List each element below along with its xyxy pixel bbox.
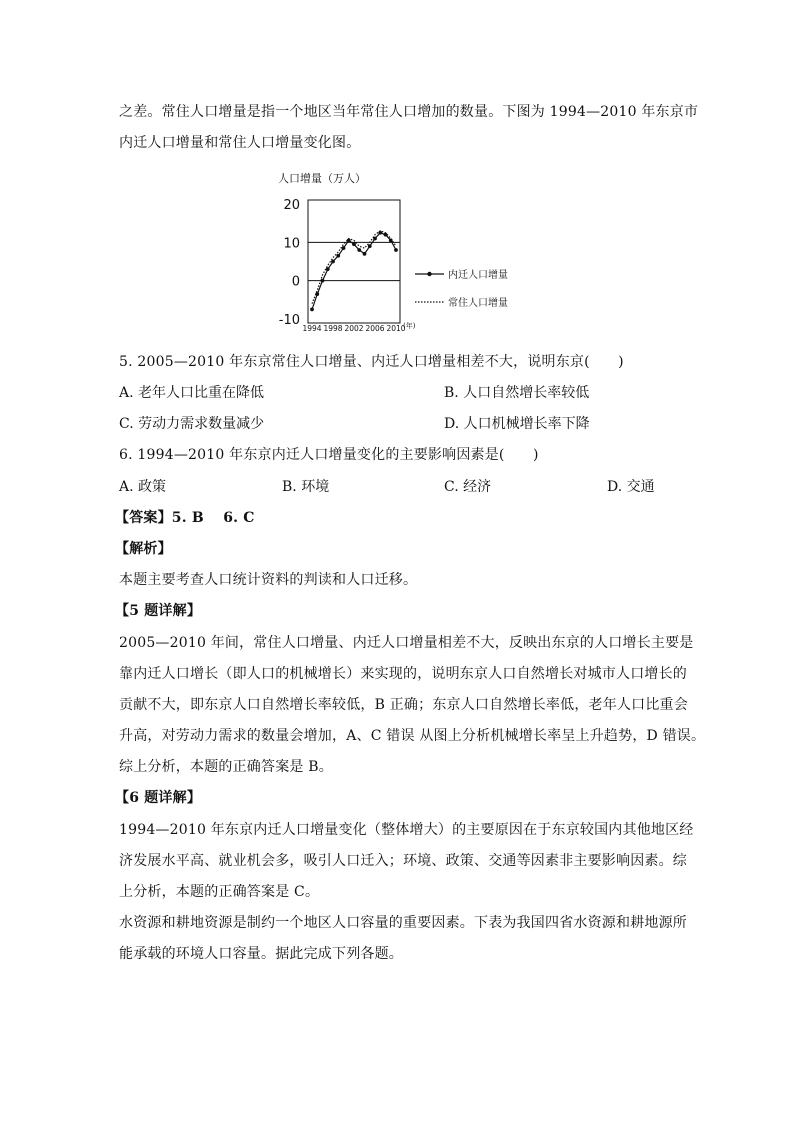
data-point-migrant — [342, 246, 346, 250]
q6-option-b: B. 环境 — [282, 479, 330, 495]
q5-option-c: C. 劳动力需求数量减少 — [119, 416, 265, 432]
analysis-text: 本题主要考查人口统计资料的判读和人口迁移。 — [119, 572, 418, 588]
data-point-migrant — [321, 279, 325, 283]
detail5-line-3: 贡献不大，即东京人口自然增长率较低，B 正确；东京人口自然增长率低，老年人口比重会 — [119, 697, 688, 713]
chart-plot-frame — [308, 200, 400, 323]
chart-ylabel: 人口增量（万人） — [278, 172, 366, 185]
q6-option-a: A. 政策 — [119, 479, 167, 495]
q5-option-a: A. 老年人口比重在降低 — [119, 385, 265, 401]
data-point-migrant — [378, 231, 382, 235]
y-tick-label: 20 — [283, 198, 300, 213]
y-tick-label: -10 — [278, 313, 300, 328]
q5-stem: 5. 2005—2010 年东京常住人口增量、内迁人口增量相差不大，说明东京( ) — [119, 354, 624, 370]
x-tick-label: 1994 — [302, 324, 322, 333]
data-point-migrant — [394, 248, 398, 252]
y-tick-label: 10 — [283, 236, 300, 252]
data-point-migrant — [326, 267, 330, 271]
data-point-migrant — [310, 308, 314, 312]
q5-option-d: D. 人口机械增长率下降 — [444, 416, 590, 432]
chart-xlabel: (年) — [403, 322, 416, 330]
next-intro-line-1: 水资源和耕地资源是制约一个地区人口容量的重要因素。下表为我国四省水资源和耕地源所 — [119, 915, 687, 931]
q6-option-c: C. 经济 — [444, 479, 492, 495]
x-tick-label: 2010 — [386, 324, 406, 333]
data-point-migrant — [315, 292, 319, 296]
data-point-migrant — [331, 260, 335, 264]
intro-line-2: 内迁人口增量和常住人口增量变化图。 — [119, 135, 361, 151]
x-tick-label: 1998 — [323, 324, 343, 333]
detail6-line-2: 济发展水平高、就业机会多，吸引人口迁入；环境、政策、交通等因素非主要影响因素。综 — [119, 853, 687, 869]
x-tick-label: 2002 — [344, 324, 364, 333]
population-change-chart — [270, 168, 540, 338]
series-line-resident — [312, 231, 396, 304]
data-point-migrant — [352, 242, 356, 246]
detail5-heading: 【5 题详解】 — [115, 603, 202, 619]
detail5-line-1: 2005—2010 年间，常住人口增量、内迁人口增量相差不大，反映出东京的人口增长主要是 — [119, 635, 694, 651]
detail5-line-4: 升高，对劳动力需求的数量会增加，A、C 错误 从图上分析机械增长率呈上升趋势，D 错误。 — [119, 728, 706, 744]
data-point-migrant — [389, 239, 393, 243]
intro-line-1: 之差。常住人口增量是指一个地区当年常住人口增加的数量。下图为 1994—2010 年东京市 — [119, 104, 699, 120]
q6-stem: 6. 1994—2010 年东京内迁人口增量变化的主要影响因素是( ) — [119, 447, 539, 463]
x-tick-label: 2006 — [365, 324, 385, 333]
answer-line: 【答案】5. B 6. C — [115, 510, 255, 526]
q6-option-d: D. 交通 — [607, 479, 655, 495]
detail5-line-2: 靠内迁人口增长（即人口的机械增长）来实现的，说明东京人口自然增长对城市人口增长的 — [119, 666, 687, 682]
next-intro-line-2: 能承载的环境人口容量。据此完成下列各题。 — [119, 946, 403, 962]
data-point-migrant — [384, 233, 388, 237]
detail6-line-1: 1994—2010 年东京内迁人口增量变化（整体增大）的主要原因在于东京较国内其他地区经 — [119, 822, 694, 838]
data-point-migrant — [336, 254, 340, 258]
data-point-migrant — [363, 252, 367, 256]
detail6-heading: 【6 题详解】 — [115, 790, 202, 806]
analysis-heading: 【解析】 — [115, 541, 172, 557]
detail6-line-3: 上分析，本题的正确答案是 C。 — [119, 884, 320, 900]
data-point-migrant — [373, 237, 377, 241]
y-tick-label: 0 — [291, 274, 300, 290]
data-point-migrant — [368, 244, 372, 248]
legend-label-resident: 常住人口增量 — [448, 298, 508, 309]
legend-label-migrant: 内迁人口增量 — [448, 270, 508, 281]
legend-marker-migrant — [427, 272, 431, 276]
q5-option-b: B. 人口自然增长率较低 — [444, 385, 590, 401]
data-point-migrant — [347, 239, 351, 243]
data-point-migrant — [357, 248, 361, 252]
detail5-line-5: 综上分析，本题的正确答案是 B。 — [119, 759, 333, 775]
